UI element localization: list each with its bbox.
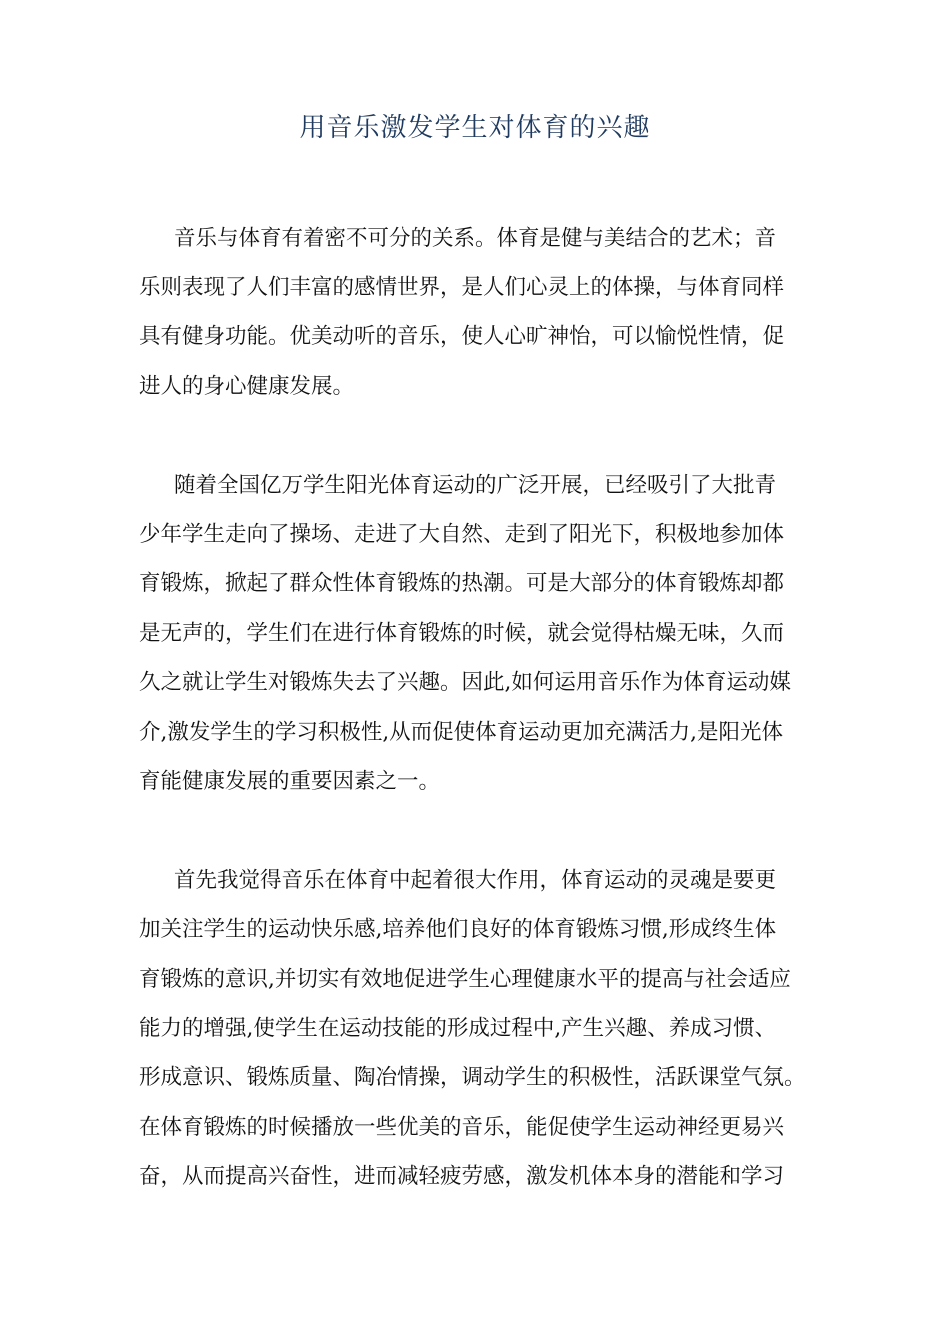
document-title: 用音乐激发学生对体育的兴趣 bbox=[299, 113, 651, 143]
paragraph-3-line-4: 能力的增强,使学生在运动技能的形成过程中,产生兴趣、养成习惯、 bbox=[139, 1016, 777, 1041]
paragraph-2-line-6: 介,激发学生的学习积极性,从而促使体育运动更加充满活力,是阳光体 bbox=[139, 720, 784, 745]
paragraph-3-line-1: 首先我觉得音乐在体育中起着很大作用，体育运动的灵魂是要更 bbox=[174, 868, 777, 893]
paragraph-1-line-1: 音乐与体育有着密不可分的关系。体育是健与美结合的艺术；音 bbox=[174, 226, 777, 251]
paragraph-3-line-2: 加关注学生的运动快乐感,培养他们良好的体育锻炼习惯,形成终生体 bbox=[139, 917, 777, 942]
paragraph-3-line-5: 形成意识、锻炼质量、陶冶情操，调动学生的积极性，活跃课堂气氛。 bbox=[139, 1065, 806, 1090]
paragraph-2-line-4: 是无声的，学生们在进行体育锻炼的时候，就会觉得枯燥无味，久而 bbox=[139, 621, 785, 646]
paragraph-1-line-2: 乐则表现了人们丰富的感情世界，是人们心灵上的体操，与体育同样 bbox=[139, 275, 785, 300]
paragraph-2-line-2: 少年学生走向了操场、走进了大自然、走到了阳光下，积极地参加体 bbox=[139, 522, 785, 547]
paragraph-2-line-1: 随着全国亿万学生阳光体育运动的广泛开展，已经吸引了大批青 bbox=[174, 473, 777, 498]
paragraph-2-line-7: 育能健康发展的重要因素之一。 bbox=[139, 769, 441, 794]
paragraph-2-line-3: 育锻炼，掀起了群众性体育锻炼的热潮。可是大部分的体育锻炼却都 bbox=[139, 571, 785, 596]
paragraph-1-line-4: 进人的身心健康发展。 bbox=[139, 374, 355, 399]
paragraph-3-line-6: 在体育锻炼的时候播放一些优美的音乐，能促使学生运动神经更易兴 bbox=[139, 1115, 785, 1140]
paragraph-3-line-7: 奋，从而提高兴奋性，进而减轻疲劳感，激发机体本身的潜能和学习 bbox=[139, 1164, 785, 1189]
paragraph-2-line-5: 久之就让学生对锻炼失去了兴趣。因此,如何运用音乐作为体育运动媒 bbox=[139, 670, 791, 695]
paragraph-1-line-3: 具有健身功能。优美动听的音乐，使人心旷神怡，可以愉悦性情，促 bbox=[139, 324, 785, 349]
paragraph-3-line-3: 育锻炼的意识,并切实有效地促进学生心理健康水平的提高与社会适应 bbox=[139, 967, 791, 992]
